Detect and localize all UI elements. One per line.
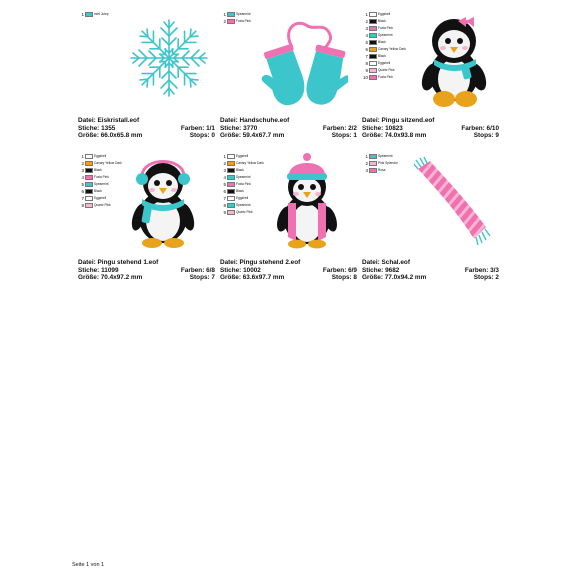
color-legend <box>362 11 406 81</box>
legend-swatch <box>369 19 377 24</box>
color-legend <box>78 11 109 18</box>
legend-number: 8 <box>223 203 226 208</box>
legend-swatch <box>85 203 93 208</box>
legend-thread-name: Eggshell <box>236 196 249 200</box>
design-size: Größe: 74.0x93.8 mm <box>362 132 427 140</box>
legend-number: 1 <box>223 154 226 159</box>
design-size: Größe: 59.4x67.7 mm <box>220 132 285 140</box>
stitch-count: Stiche: 1355 <box>78 124 116 132</box>
legend-number: 2 <box>365 161 368 166</box>
legend-thread-name: Spearmint <box>378 33 393 37</box>
legend-swatch <box>227 161 235 166</box>
legend-row <box>220 153 264 160</box>
stop-count: Stops: 2 <box>473 274 499 282</box>
legend-thread-name: Black <box>236 168 244 172</box>
design-size: Größe: 70.4x97.2 mm <box>78 274 143 282</box>
legend-row <box>362 53 406 60</box>
stop-count: Stops: 1 <box>331 132 357 140</box>
legend-thread-name: Canary Yellow Dark <box>236 161 264 165</box>
design-info <box>78 259 215 282</box>
legend-row <box>220 174 264 181</box>
legend-row <box>78 167 122 174</box>
legend-number: 1 <box>223 12 226 17</box>
legend-thread-name: Fuxia Pink <box>378 75 393 79</box>
legend-swatch <box>369 54 377 59</box>
scarf-embroidery <box>414 157 494 249</box>
legend-thread-name: Fuxia Pink <box>378 26 393 30</box>
stitch-count: Stiche: 10823 <box>362 124 403 132</box>
legend-number: 2 <box>223 161 226 166</box>
legend-thread-name: mint Julep <box>94 12 109 16</box>
legend-thread-name: Quartz Pink <box>94 203 111 207</box>
legend-number: 1 <box>365 12 368 17</box>
legend-row <box>220 160 264 167</box>
penguin-standing-earmuffs-embroidery <box>128 155 198 249</box>
legend-swatch <box>227 210 235 215</box>
legend-row <box>220 11 251 18</box>
legend-row <box>220 188 264 195</box>
legend-swatch <box>227 203 235 208</box>
legend-swatch <box>369 61 377 66</box>
legend-number: 6 <box>365 47 368 52</box>
legend-thread-name: Fuxia Pink <box>94 175 109 179</box>
design-card-pingu-stehend-1 <box>78 153 215 281</box>
legend-thread-name: Fuxia Pink <box>236 19 251 23</box>
legend-swatch <box>227 182 235 187</box>
color-count: Farben: 1/1 <box>180 124 215 132</box>
legend-thread-name: Black <box>94 168 102 172</box>
legend-number: 3 <box>365 26 368 31</box>
legend-row <box>78 160 122 167</box>
legend-row <box>220 202 264 209</box>
legend-thread-name: Eggshell <box>378 61 391 65</box>
legend-thread-name: Spearmint <box>378 154 393 158</box>
mittens-embroidery <box>252 19 348 111</box>
legend-row <box>220 167 264 174</box>
legend-number: 9 <box>223 210 226 215</box>
legend-row <box>78 153 122 160</box>
legend-row <box>362 18 406 25</box>
legend-row <box>362 74 406 81</box>
legend-row <box>220 195 264 202</box>
legend-thread-name: Eggshell <box>94 196 107 200</box>
legend-number: 7 <box>365 54 368 59</box>
legend-number: 3 <box>223 168 226 173</box>
legend-row <box>220 209 264 216</box>
legend-swatch <box>85 182 93 187</box>
legend-thread-name: Eggshell <box>94 154 107 158</box>
legend-number: 1 <box>81 154 84 159</box>
legend-row <box>78 181 122 188</box>
penguin-sitting-embroidery <box>418 13 490 107</box>
legend-row <box>220 18 251 25</box>
legend-thread-name: Black <box>94 189 102 193</box>
legend-row <box>362 160 398 167</box>
legend-row <box>362 39 406 46</box>
stop-count: Stops: 8 <box>331 274 357 282</box>
legend-swatch <box>85 196 93 201</box>
legend-thread-name: Quartz Pink <box>378 68 395 72</box>
legend-thread-name: Quartz Pink <box>236 210 253 214</box>
legend-number: 6 <box>223 189 226 194</box>
legend-row <box>220 181 264 188</box>
file-name: Datei: Eiskristall.eof <box>78 117 140 124</box>
legend-thread-name: Fuxia Pink <box>236 182 251 186</box>
legend-number: 8 <box>81 203 84 208</box>
legend-number: 2 <box>223 19 226 24</box>
legend-thread-name: Canary Yellow Dark <box>94 161 122 165</box>
stitch-count: Stiche: 10002 <box>220 266 261 274</box>
legend-row <box>78 202 122 209</box>
design-info <box>220 259 357 282</box>
legend-swatch <box>369 12 377 17</box>
legend-thread-name: Black <box>236 189 244 193</box>
penguin-standing-hat-embroidery <box>274 153 340 249</box>
stitch-count: Stiche: 11099 <box>78 266 119 274</box>
legend-swatch <box>227 19 235 24</box>
legend-swatch <box>227 175 235 180</box>
legend-thread-name: Eggshell <box>378 12 391 16</box>
legend-row <box>78 188 122 195</box>
legend-swatch <box>369 33 377 38</box>
file-name: Datei: Handschuhe.eof <box>220 117 290 124</box>
legend-swatch <box>227 189 235 194</box>
legend-thread-name: Spearmint <box>236 12 251 16</box>
legend-swatch <box>85 161 93 166</box>
legend-thread-name: Canary Yellow Dark <box>378 47 406 51</box>
legend-swatch <box>369 161 377 166</box>
file-name: Datei: Schal.eof <box>362 259 410 266</box>
legend-row <box>362 25 406 32</box>
design-card-handschuhe <box>220 11 357 139</box>
legend-thread-name: Eggshell <box>236 154 249 158</box>
legend-swatch <box>369 40 377 45</box>
design-card-schal <box>362 153 499 281</box>
legend-thread-name: Spearmint <box>94 182 109 186</box>
legend-number: 5 <box>365 40 368 45</box>
legend-swatch <box>369 75 377 80</box>
legend-thread-name: Rosa <box>378 168 386 172</box>
design-info <box>362 117 499 140</box>
legend-thread-name: Black <box>378 54 386 58</box>
snowflake-embroidery <box>126 15 212 101</box>
legend-swatch <box>369 47 377 52</box>
legend-swatch <box>227 168 235 173</box>
legend-number: 4 <box>81 175 84 180</box>
legend-row <box>362 67 406 74</box>
legend-number: 6 <box>81 189 84 194</box>
color-count: Farben: 2/2 <box>322 124 357 132</box>
legend-row <box>362 167 398 174</box>
legend-number: 2 <box>81 161 84 166</box>
legend-thread-name: Black <box>378 19 386 23</box>
color-count: Farben: 3/3 <box>464 266 499 274</box>
legend-thread-name: Spearmint <box>236 203 251 207</box>
legend-row <box>362 60 406 67</box>
legend-swatch <box>85 154 93 159</box>
color-count: Farben: 6/10 <box>461 124 499 132</box>
color-count: Farben: 6/8 <box>180 266 215 274</box>
legend-swatch <box>369 154 377 159</box>
legend-swatch <box>227 12 235 17</box>
legend-thread-name: Pink Splendor <box>378 161 398 165</box>
legend-number: 1 <box>81 12 84 17</box>
design-info <box>220 117 357 140</box>
legend-swatch <box>227 196 235 201</box>
legend-number: 8 <box>365 61 368 66</box>
legend-swatch <box>369 68 377 73</box>
design-size: Größe: 77.0x94.2 mm <box>362 274 427 282</box>
legend-swatch <box>85 189 93 194</box>
design-card-eiskristall <box>78 11 215 139</box>
stop-count: Stops: 0 <box>189 132 215 140</box>
legend-number: 9 <box>365 68 368 73</box>
legend-swatch <box>227 154 235 159</box>
color-legend <box>78 153 122 209</box>
file-name: Datei: Pingu sitzend.eof <box>362 117 435 124</box>
design-card-pingu-sitzend <box>362 11 499 139</box>
legend-number: 5 <box>81 182 84 187</box>
legend-row <box>362 153 398 160</box>
legend-row <box>362 11 406 18</box>
legend-number: 4 <box>223 175 226 180</box>
legend-number: 3 <box>365 168 368 173</box>
color-count: Farben: 6/9 <box>322 266 357 274</box>
color-legend <box>220 11 251 25</box>
color-legend <box>362 153 398 174</box>
legend-row <box>78 195 122 202</box>
legend-swatch <box>369 168 377 173</box>
legend-swatch <box>369 26 377 31</box>
color-legend <box>220 153 264 216</box>
design-card-pingu-stehend-2 <box>220 153 357 281</box>
legend-number: 3 <box>81 168 84 173</box>
design-info <box>362 259 499 282</box>
stop-count: Stops: 9 <box>473 132 499 140</box>
legend-number: 7 <box>81 196 84 201</box>
legend-swatch <box>85 168 93 173</box>
legend-number: 5 <box>223 182 226 187</box>
file-name: Datei: Pingu stehend 1.eof <box>78 259 159 266</box>
page-footer: Seite 1 von 1 <box>72 562 105 568</box>
legend-swatch <box>85 175 93 180</box>
legend-number: 4 <box>365 33 368 38</box>
legend-number: 2 <box>365 19 368 24</box>
stitch-count: Stiche: 9682 <box>362 266 400 274</box>
design-size: Größe: 63.6x97.7 mm <box>220 274 285 282</box>
design-size: Größe: 66.0x65.8 mm <box>78 132 143 140</box>
legend-swatch <box>85 12 93 17</box>
legend-row <box>78 174 122 181</box>
legend-thread-name: Spearmint <box>236 175 251 179</box>
legend-row <box>78 11 109 18</box>
legend-row <box>362 46 406 53</box>
legend-row <box>362 32 406 39</box>
stitch-count: Stiche: 3770 <box>220 124 258 132</box>
design-info <box>78 117 215 140</box>
legend-number: 10 <box>362 75 368 80</box>
legend-thread-name: Black <box>378 40 386 44</box>
legend-number: 1 <box>365 154 368 159</box>
stop-count: Stops: 7 <box>189 274 215 282</box>
legend-number: 7 <box>223 196 226 201</box>
file-name: Datei: Pingu stehend 2.eof <box>220 259 301 266</box>
